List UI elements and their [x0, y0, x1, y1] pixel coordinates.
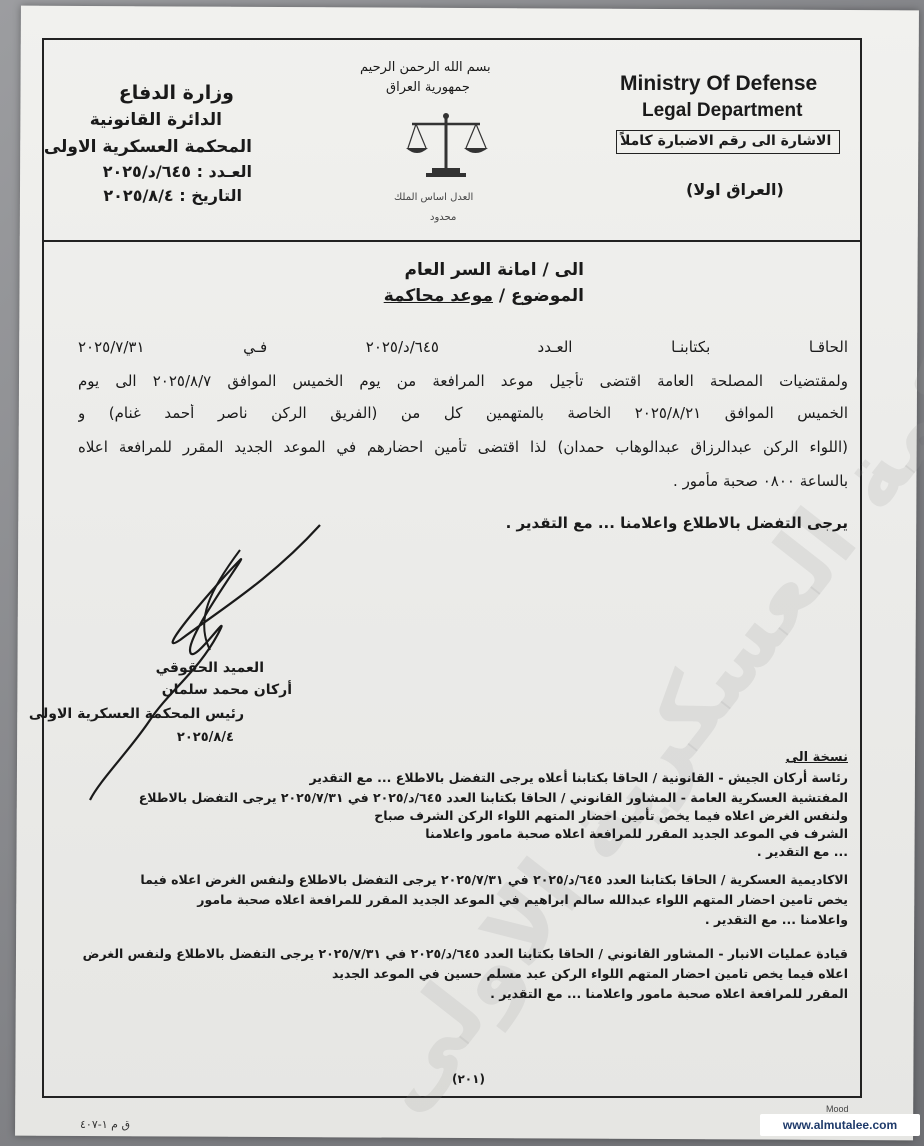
- addressee: الى / امانة السر العام: [404, 260, 584, 280]
- body-line-2: ولمقتضيات المصلحة العامة اقتضى تأجيل موعد المرافعة من يوم الخميس الموافق ٢٠٢٥/٨/٧ الى يوم: [78, 372, 848, 390]
- copy-line: واعلامنا ... مع التقدير .: [704, 912, 848, 927]
- ministry-en: Ministry Of Defense: [620, 72, 818, 95]
- iraq-first-slogan: (العراق اولا): [686, 180, 784, 199]
- court-ar: المحكمة العسكرية الاولى: [43, 137, 252, 157]
- body-line-3: الخميس الموافق ٢٠٢٥/٨/٢١ الخاصة بالمتهمين كل من (الفريق الركن ناصر أحمد غنام) و: [78, 404, 848, 422]
- subject-line: [384, 286, 584, 306]
- document-date: التاريخ : ٢٠٢٥/٨/٤: [103, 186, 242, 205]
- ministry-ar: وزارة الدفاع: [118, 82, 234, 104]
- copy-line: ولنفس الغرض اعلاه فيما يخص تأمين احضار المتهم اللواء الركن الشرف صباح: [374, 808, 848, 823]
- body-line-5: بالساعة ٠٨٠٠ صحبة مأمور .: [673, 472, 848, 490]
- form-code: ق م ١-٤٠٧: [80, 1118, 130, 1131]
- emblem-motto: العدل اساس الملك: [394, 192, 474, 203]
- document-number: العـدد : ٦٤٥/د/٢٠٢٥: [102, 162, 252, 181]
- copy-line: يخص تامين احضار المتهم اللواء عبدالله سالم ابراهيم في الموعد الجديد المقرر للمرافعة اعلاه صحبة مامور: [197, 892, 848, 907]
- copy-line: الشرف في الموعد الجديد المقرر للمرافعة اعلاه صحبة مامور واعلامنا: [425, 826, 848, 841]
- copy-line: المفتشية العسكرية العامة - المشاور القانوني / الحاقا بكتابنا العدد ٦٤٥/د/٢٠٢٥ في ٢٠٢٥/٧/٣١ يرجى التفضل بالاطلاع: [138, 790, 848, 805]
- closing-line: يرجى التفضل بالاطلاع واعلامنا ... مع التقدير .: [505, 514, 848, 532]
- copy-line: قيادة عمليات الانبار - المشاور القانوني / الحاقا بكتابنا العدد ٦٤٥/د/٢٠٢٥ في ٢٠٢٥/٧/٣١ يرجى التفضل بالاطلاع ولنفس الغرض: [82, 946, 848, 961]
- copy-line: الاكاديمية العسكرية / الحاقا بكتابنا العدد ٦٤٥/د/٢٠٢٥ في ٢٠٢٥/٧/٣١ يرجى التفضل بالاطلاع ولنفس الغرض اعلاه فيما: [140, 872, 848, 887]
- copy-line: ... مع التقدير .: [756, 844, 848, 859]
- copy-line: المقرر للمرافعة اعلاه صحبة مامور واعلامنا ... مع التقدير .: [490, 986, 848, 1001]
- body-line-4: (اللواء الركن عبدالرزاق عبدالوهاب حمدان) لذا اقتضى تأمين احضارهم في الموعد الجديد المقرر للمرافعة اعلاه: [78, 438, 848, 456]
- header-divider: [42, 240, 862, 242]
- republic-name: جمهورية العراق: [386, 80, 470, 95]
- corner-marker: Mood: [826, 1104, 849, 1114]
- reference-note: الاشارة الى رقم الاضبارة كاملاً: [620, 133, 832, 149]
- copies-heading: نسخة الى: [785, 750, 848, 765]
- copy-line: اعلاه فيما يخص تامين احضار المتهم اللواء الركن عبد مسلم حسين في الموعد الجديد: [332, 966, 848, 981]
- department-ar: الدائرة القانونية: [89, 110, 222, 130]
- legal-department-en: Legal Department: [642, 100, 803, 121]
- signatory-date: ٢٠٢٥/٨/٤: [176, 730, 234, 745]
- page-number: (٢٠١): [452, 1072, 485, 1086]
- basmala: بسم الله الرحمن الرحيم: [360, 60, 491, 75]
- copy-line: رئاسة أركان الجيش - القانونية / الحاقا بكتابنا أعلاه يرجى التفضل بالاطلاع ... مع التقدير: [309, 770, 848, 785]
- signatory-name: أركان محمد سلمان: [161, 682, 292, 698]
- site-watermark-link[interactable]: www.almutalee.com: [760, 1114, 920, 1136]
- subject-label: الموضوع /: [492, 286, 584, 306]
- scales-of-justice-icon: [402, 110, 490, 180]
- signatory-role: رئيس المحكمة العسكرية الاولى: [28, 706, 244, 722]
- signatory-title: العميد الحقوقي: [155, 660, 264, 676]
- stamp-watermark: العسكرية الاولى: [344, 489, 878, 1131]
- classification-label: محدود: [430, 212, 457, 223]
- body-line-1: الحاقـا بكتابنـا العـدد ٦٤٥/د/٢٠٢٥ فـي ٢٠٢٥/٧/٣١: [78, 338, 848, 356]
- subject-title: موعد محاكمة: [383, 286, 493, 306]
